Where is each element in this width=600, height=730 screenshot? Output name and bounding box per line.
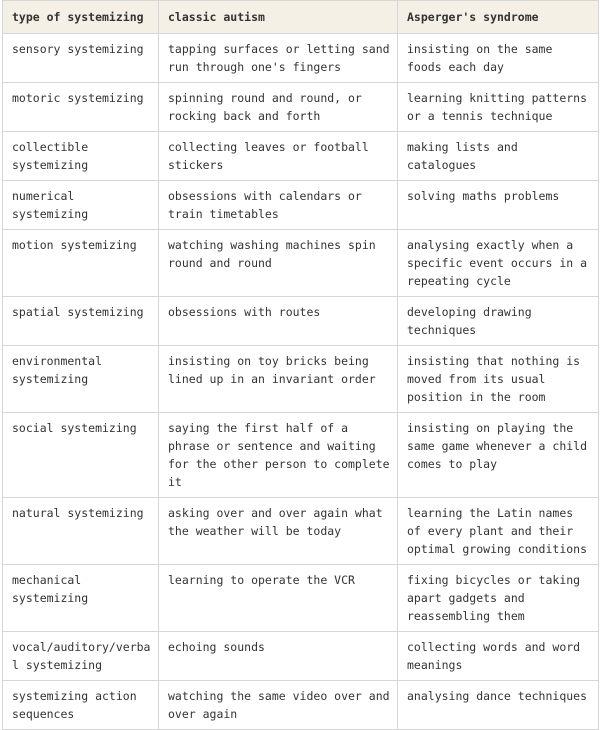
table-row <box>3 498 599 565</box>
cell-type: natural systemizing <box>3 498 159 565</box>
cell-classic-autism: watching the same video over and over again <box>159 681 398 730</box>
table-row <box>3 181 599 230</box>
cell-aspergers: learning the Latin names of every plant and their optimal growing conditions <box>398 498 599 565</box>
cell-type: sensory systemizing <box>3 34 159 83</box>
cell-aspergers: insisting on playing the same game whenever a child comes to play <box>398 413 599 498</box>
table-row <box>3 413 599 498</box>
table-row <box>3 632 599 681</box>
table-row <box>3 132 599 181</box>
cell-classic-autism: obsessions with routes <box>159 297 398 346</box>
cell-classic-autism: watching washing machines spin round and round <box>159 230 398 297</box>
cell-aspergers: fixing bicycles or taking apart gadgets and reassembling them <box>398 565 599 632</box>
header-classic-autism: classic autism <box>159 1 398 34</box>
cell-classic-autism: spinning round and round, or rocking back and forth <box>159 83 398 132</box>
cell-classic-autism: tapping surfaces or letting sand run through one's fingers <box>159 34 398 83</box>
cell-classic-autism: insisting on toy bricks being lined up in an invariant order <box>159 346 398 413</box>
cell-classic-autism: learning to operate the VCR <box>159 565 398 632</box>
cell-aspergers: learning knitting patterns or a tennis technique <box>398 83 599 132</box>
table-row <box>3 297 599 346</box>
cell-classic-autism: obsessions with calendars or train timetables <box>159 181 398 230</box>
cell-type: numerical systemizing <box>3 181 159 230</box>
cell-aspergers: analysing exactly when a specific event occurs in a repeating cycle <box>398 230 599 297</box>
cell-type: systemizing action sequences <box>3 681 159 730</box>
cell-type: spatial systemizing <box>3 297 159 346</box>
cell-aspergers: solving maths problems <box>398 181 599 230</box>
systemizing-table <box>2 0 599 730</box>
cell-type: collectible systemizing <box>3 132 159 181</box>
cell-aspergers: insisting on the same foods each day <box>398 34 599 83</box>
cell-type: social systemizing <box>3 413 159 498</box>
cell-aspergers: insisting that nothing is moved from its usual position in the room <box>398 346 599 413</box>
cell-classic-autism: collecting leaves or football stickers <box>159 132 398 181</box>
cell-classic-autism: saying the first half of a phrase or sentence and waiting for the other person to complete it <box>159 413 398 498</box>
cell-classic-autism: asking over and over again what the weather will be today <box>159 498 398 565</box>
table-row <box>3 681 599 730</box>
cell-classic-autism: echoing sounds <box>159 632 398 681</box>
cell-aspergers: developing drawing techniques <box>398 297 599 346</box>
cell-aspergers: collecting words and word meanings <box>398 632 599 681</box>
table-row <box>3 346 599 413</box>
cell-type: mechanical systemizing <box>3 565 159 632</box>
cell-type: motion systemizing <box>3 230 159 297</box>
header-type-of-systemizing: type of systemizing <box>3 1 159 34</box>
table-row <box>3 34 599 83</box>
cell-aspergers: analysing dance techniques <box>398 681 599 730</box>
cell-aspergers: making lists and catalogues <box>398 132 599 181</box>
table-row <box>3 83 599 132</box>
cell-type: motoric systemizing <box>3 83 159 132</box>
table-row <box>3 230 599 297</box>
table-row <box>3 565 599 632</box>
table-header-row <box>3 1 599 34</box>
header-aspergers-syndrome: Asperger's syndrome <box>398 1 599 34</box>
cell-type: environmental systemizing <box>3 346 159 413</box>
cell-type: vocal/auditory/verbal systemizing <box>3 632 159 681</box>
